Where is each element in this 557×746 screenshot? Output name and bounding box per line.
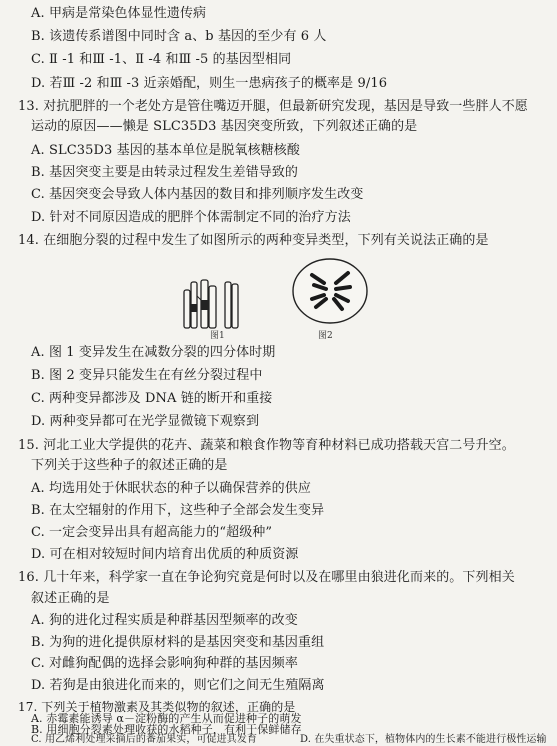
q16-option-c: C. 对雌狗配偶的选择会影响狗种群的基因频率 [31,656,298,671]
cell-division-figure-2 [290,255,370,325]
q16-option-a: A. 狗的进化过程实质是种群基因型频率的改变 [31,613,298,628]
q13-option-b: B. 基因突变主要是由转录过程发生差错导致的 [31,165,299,180]
q16-stem-line1: 16. 几十年来，科学家一直在争论狗究竟是何时以及在哪里由狼进化而来的。下列相关 [18,570,515,585]
q14-option-d: D. 两种变异都可在光学显微镜下观察到 [31,414,260,429]
chromosome-figure-1 [180,270,260,330]
q17-option-a: A. 赤霉素能诱导 α－淀粉酶的产生从而促进种子的萌发 [31,712,302,725]
q14-option-b: B. 图 2 变异只能发生在有丝分裂过程中 [31,368,263,383]
q15-option-d: D. 可在相对较短时间内培育出优质的种质资源 [31,547,299,562]
q16-option-b: B. 为狗的进化提供原材料的是基因突变和基因重组 [31,635,325,650]
q15-stem-line2: 下列关于这些种子的叙述正确的是 [31,458,228,473]
q16-stem-line2: 叙述正确的是 [31,591,110,606]
fig1-label: 图1 [210,331,225,341]
q15-option-c: C. 一定会变异出具有超高能力的“超级种” [31,525,273,540]
q13-option-a: A. SLC35D3 基因的基本单位是脱氧核糖核酸 [31,143,301,158]
q13-stem-line1: 13. 对抗肥胖的一个老处方是管住嘴迈开腿，但最新研究发现，基因是导致一些胖人不愿 [18,99,528,114]
q13-option-c: C. 基因突变会导致人体内基因的数目和排列顺序发生改变 [31,187,364,202]
q12-option-a: A. 甲病是常染色体显性遗传病 [31,6,207,21]
q14-option-a: A. 图 1 变异发生在减数分裂的四分体时期 [31,345,276,360]
q17-option-b: B. 用细胞分裂素处理收获的水稻种子，有利于保鲜储存 [31,723,302,736]
q14-option-c: C. 两种变异都涉及 DNA 链的断开和重接 [31,391,273,406]
q16-option-d: D. 若狗是由狼进化而来的，则它们之间无生殖隔离 [31,678,325,693]
q12-option-d: D. 若Ⅲ -2 和Ⅲ -3 近亲婚配，则生一患病孩子的概率是 9/16 [31,76,388,91]
q15-option-a: A. 均选用处于休眠状态的种子以确保营养的供应 [31,481,311,496]
q15-stem-line1: 15. 河北工业大学提供的花卉、蔬菜和粮食作物等育种材料已成功搭载天宫二号升空。 [18,438,515,453]
q12-option-c: C. Ⅱ -1 和Ⅲ -1、Ⅱ -4 和Ⅲ -5 的基因型相同 [31,52,292,67]
fig2-label: 图2 [318,331,333,341]
q17-option-d: D. 在失重状态下，植物体内的生长素不能进行极性运输 [300,734,547,745]
q17-stem: 17. 下列关于植物激素及其类似物的叙述，正确的是 [18,700,296,714]
q13-option-d: D. 针对不同原因造成的肥胖个体需制定不同的治疗方法 [31,210,351,225]
q15-option-b: B. 在太空辐射的作用下，这些种子全部会发生变异 [31,503,325,518]
q17-option-c: C. 用乙烯利处理采摘后的番茄果实，可促进其发育 [31,734,258,745]
q12-option-b: B. 该遗传系谱图中同时含 a、b 基因的至少有 6 人 [31,29,327,44]
q13-stem-line2: 运动的原因——懒是 SLC35D3 基因突变所致，下列叙述正确的是 [31,119,418,134]
q14-stem: 14. 在细胞分裂的过程中发生了如图所示的两种变异类型，下列有关说法正确的是 [18,233,489,248]
